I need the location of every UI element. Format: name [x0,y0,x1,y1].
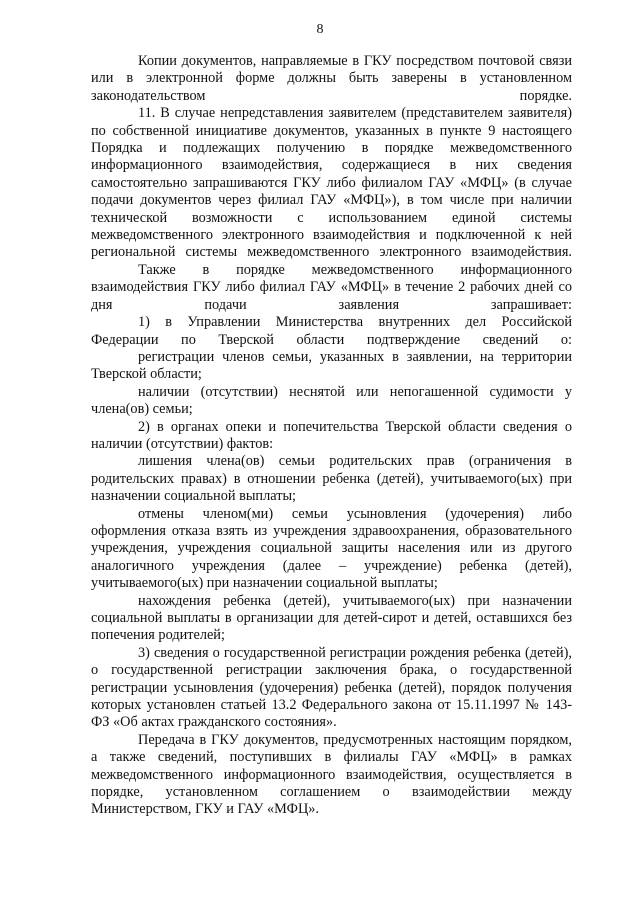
paragraph: Передача в ГКУ документов, предусмотренных настоящим порядком, а также сведений, поступивших в филиалы ГАУ «МФЦ» в рамках межведомственного информационного взаимодействия, осуществляется в порядке, установленном соглашением о взаимодействии между Министерством, ГКУ и ГАУ «МФЦ». [91,731,572,818]
paragraph: Также в порядке межведомственного информационного взаимодействия ГКУ либо филиал ГАУ «МФЦ» в течение 2 рабочих дней со дня подачи заявления запрашивает: [91,261,572,313]
paragraph: 3) сведения о государственной регистрации рождения ребенка (детей), о государственной регистрации заключения брака, о государственной регистрации усыновления (удочерения) ребенка (детей), порядок получения которых установлен статьей 13.2 Федерального закона от 15.11.1997 № 143-ФЗ «Об актах гражданского состояния». [91,644,572,731]
paragraph: 1) в Управлении Министерства внутренних дел Российской Федерации по Тверской области подтверждение сведений о: [91,314,572,348]
paragraph: наличии (отсутствии) неснятой или непогашенной судимости у члена(ов) семьи; [91,383,572,418]
paragraph: 11. В случае непредставления заявителем (представителем заявителя) по собственной инициативе документов, указанных в пункте 9 настоящего Порядка и подлежащих получению в порядке межведомственного информационного взаимодействия, содержащиеся в них сведения самостоятельно запрашиваются ГКУ либо филиалом ГАУ «МФЦ» (в случае подачи документов через филиал ГАУ «МФЦ»), в том числе при наличии технической возможности с использованием единой системы межведомственного электронного взаимодействия и подключенной к ней региональной системы межведомственного электронного взаимодействия. [91,105,572,261]
document-body [91,53,572,819]
paragraph: регистрации членов семьи, указанных в заявлении, на территории Тверской области; [91,348,572,383]
paragraph: Копии документов, направляемые в ГКУ посредством почтовой связи или в электронной форме должны быть заверены в установленном законодательством порядке. [91,53,572,104]
paragraph: лишения члена(ов) семьи родительских прав (ограничения в родительских правах) в отношении ребенка (детей), учитываемого(ых) при назначении социальной выплаты; [91,453,572,505]
paragraph: отмены членом(ми) семьи усыновления (удочерения) либо оформления отказа взять из учреждения здравоохранения, образовательного учреждения, учреждения социальной защиты населения или из другого аналогичного учреждения (далее – учреждение) ребенка (детей), учитываемого(ых) при назначении социальной выплаты; [91,505,572,592]
paragraph: нахождения ребенка (детей), учитываемого(ых) при назначении социальной выплаты в организации для детей-сирот и детей, оставшихся без попечения родителей; [91,592,572,644]
page-number: 8 [316,22,324,37]
paragraph: 2) в органах опеки и попечительства Тверской области сведения о наличии (отсутствии) фактов: [91,418,572,452]
